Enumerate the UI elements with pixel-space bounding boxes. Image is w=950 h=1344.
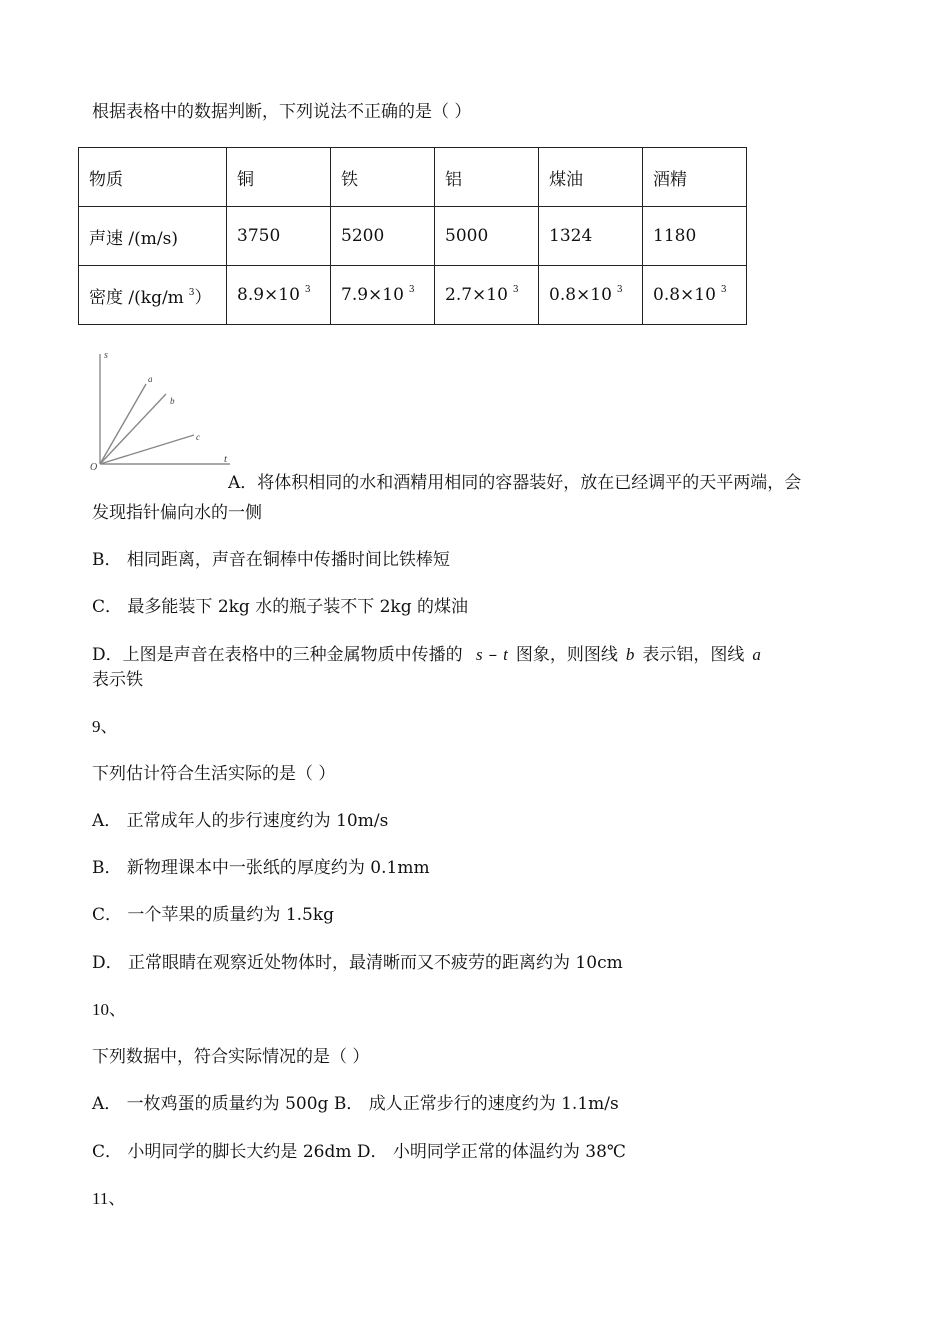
table-cell: 5000 [435,207,539,266]
question-number: 9、 [92,717,118,736]
question-intro: 根据表格中的数据判断，下列说法不正确的是（ ） [92,102,472,122]
option-b: B． 相同距离，声音在铜棒中传播时间比铁棒短 [92,550,450,570]
table-header-cell: 酒精 [643,148,747,207]
line-label-c: c [196,432,200,442]
option-ab: A． 一枚鸡蛋的质量约为 500g B． 成人正常步行的速度约为 1.1m/s [92,1094,619,1114]
table-cell: 0.8×10 $^3$ [539,266,643,325]
option-a-line1: A．将体积相同的水和酒精用相同的容器装好，放在已经调平的天平两端，会 [228,473,802,493]
table-cell: 0.8×10 $^3$ [643,266,747,325]
table-header-cell: 铜 [227,148,331,207]
table-cell: 8.9×10 $^3$ [227,266,331,325]
question-stem: 下列估计符合生活实际的是（ ） [92,764,336,784]
table-header-cell: 铝 [435,148,539,207]
table-header-row [79,148,747,207]
question-stem: 下列数据中，符合实际情况的是（ ） [92,1047,370,1067]
data-table [78,147,747,325]
option-d: D． 正常眼睛在观察近处物体时，最清晰而又不疲劳的距离约为 10cm [92,953,623,973]
option-b: B． 新物理课本中一张纸的厚度约为 0.1mm [92,858,430,878]
table-cell: 5200 [331,207,435,266]
table-cell: 3750 [227,207,331,266]
superscript: 3 [188,287,195,298]
option-d-line1: D．上图是声音在表格中的三种金属物质中传播的 s – t 图象，则图线 b 表示铝，图线 a [92,645,761,665]
option-a: A． 正常成年人的步行速度约为 10m/s [92,811,389,831]
table-header-cell: 煤油 [539,148,643,207]
table-cell: 2.7×10 $^3$ [435,266,539,325]
table-row [79,207,747,266]
table-cell: 7.9×10 $^3$ [331,266,435,325]
question-number: 10、 [92,1000,126,1019]
line-label-b: b [170,396,175,406]
question-number: 11、 [92,1189,126,1208]
table-header-cell: 铁 [331,148,435,207]
table-header-cell: 物质 [79,148,227,207]
option-a-line2: 发现指针偏向水的一侧 [92,503,262,523]
x-axis-label: t [224,453,228,465]
table-cell: 1180 [643,207,747,266]
option-d-line2: 表示铁 [92,670,143,690]
y-axis-label: s [104,350,108,361]
option-cd: C． 小明同学的脚长大约是 26dm D． 小明同学正常的体温约为 38℃ [92,1142,626,1162]
line-label-a: a [148,374,153,384]
row-label: 密度 /(kg/m $^3$） [79,266,227,325]
option-c: C． 一个苹果的质量约为 1.5kg [92,905,335,925]
table-row [79,266,747,325]
row-label: 声速 /(m/s) [79,207,227,266]
option-c: C． 最多能装下 2kg 水的瓶子装不下 2kg 的煤油 [92,597,469,617]
s-t-graph [86,348,236,478]
table-cell: 1324 [539,207,643,266]
origin-label: O [90,462,98,473]
